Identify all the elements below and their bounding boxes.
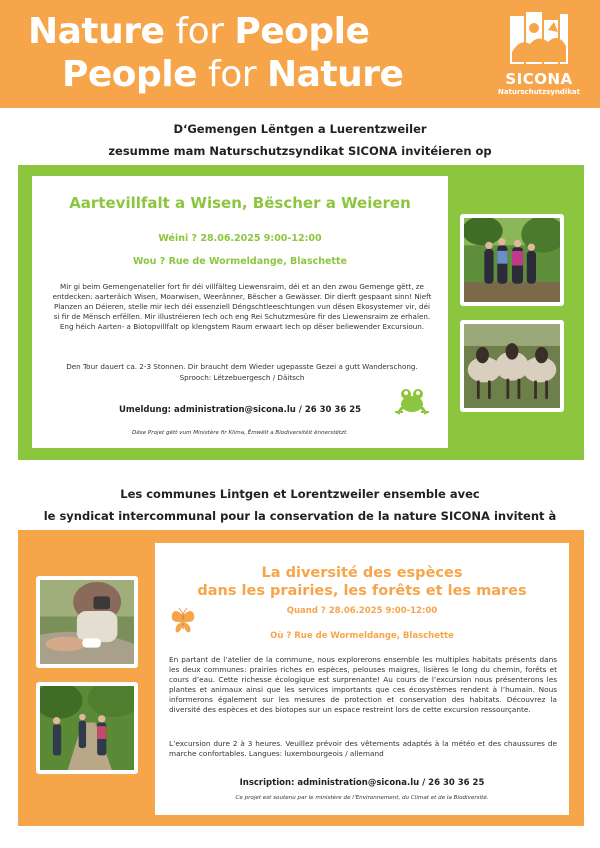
event-lb-languages: Sprooch: Lëtzebuergesch / Däitsch <box>179 373 305 382</box>
frog-icon <box>394 384 430 416</box>
headline-word: Nature <box>266 54 404 95</box>
event-lb-description: Mir gi beim Gemengenatelier fort fir déi villfälteg Liewensraim, déi et an den zwou Gemenge gëtt, ze entdecken: aarteräich Wisen, Moarwisen, Weeränner, Bëscher a Gewässer. Dir dierft gespaant sinn! Nieft Planzen an Déieren, stelle mir Iech déi essenziell Déngschtleeschtungen vun dësen Ekosystemer vir, déi si fir de Mënsch erfëllen. Mir illustréieren Iech och eng Rei Schutzmesüre fir des Liewensraim ze erhalen. Eng héich Aarten- a Biotopvillfalt op klengstem Raum erwaart Iech op dëser beliewender Excursioun. <box>52 282 432 331</box>
headline-word: People <box>234 11 370 52</box>
intro-fr-line-2: le syndicat intercommunal pour la conservation de la nature SICONA invitent à <box>43 509 557 523</box>
event-fr-when: Quand ? 28.06.2025 9:00-12:00 <box>286 606 438 616</box>
intro-lb-line-2: zesumme mam Naturschutzsyndikat SICONA invitéieren op <box>108 144 492 158</box>
headline-word: Nature <box>28 11 165 52</box>
event-lb-when: Wéini ? 28.06.2025 9:00-12:00 <box>158 233 322 244</box>
headline-word: for <box>208 54 257 95</box>
logo-subtitle: Naturschutzsyndikat <box>498 88 580 96</box>
header-banner <box>0 0 600 108</box>
event-fr-where: Où ? Rue de Wormeldange, Blaschette <box>270 631 454 641</box>
event-fr-description: En partant de l’atelier de la commune, nous explorerons ensemble les multiples habitats présents dans les deux communes: prairies riches en espèces, pelouses maigres, lisières le long du chemin, forêts et cours d’eau. Cette richesse écologique est surprenante! Au cours de l’excursion nous présenterons les plantes et animaux ainsi que les services importants que ces écosystèmes rendent à l’humain. Nous informerons également sur les mesures de protection et conservation des habitats. Découvrez la diversité des espèces et des biotopes sur un espace restreint lors de cette excursion ressourçante. <box>169 655 557 714</box>
child-hand-photo <box>36 576 138 668</box>
hiking-group-photo <box>460 214 564 306</box>
event-fr-contact[interactable]: Inscription: administration@sicona.lu / 26 30 36 25 <box>239 778 485 788</box>
headline-word: for <box>175 11 224 52</box>
event-fr-card <box>155 543 569 815</box>
event-lb-funding: Dëse Projet gëtt vum Ministère fir Klima, Ëmwëlt a Biodiversitéit ënnerstëtzt. <box>132 430 348 436</box>
event-lb-where: Wou ? Rue de Wormeldange, Blaschette <box>133 256 347 267</box>
headline-line-1 <box>28 11 369 52</box>
sicona-sign-logo-icon <box>508 12 570 68</box>
hiking-group-photo-icon <box>464 218 560 302</box>
butterfly-icon <box>170 607 196 635</box>
event-lb-card <box>32 176 448 448</box>
intro-fr-line-1: Les communes Lintgen et Lorentzweiler ensemble avec <box>120 487 480 501</box>
headline <box>28 10 403 96</box>
sicona-logo <box>498 12 580 102</box>
child-hand-photo-icon <box>40 580 134 664</box>
event-lb-duration: Den Tour dauert ca. 2-3 Stonnen. Dir braucht dem Wieder ugepasste Gezei a gutt Wanderschong. <box>66 362 418 371</box>
sheep-flock-photo-icon <box>464 324 560 408</box>
event-lb-contact[interactable]: Umeldung: administration@sicona.lu / 26 30 36 25 <box>118 405 362 415</box>
event-fr-practical-info: L’excursion dure 2 à 3 heures. Veuillez prévoir des vêtements adaptés à la météo et des chaussures de marche confortables. Langues: luxembourgeois / allemand <box>169 739 557 758</box>
event-lb-title: Aartevillfalt a Wisen, Bëscher a Weieren <box>69 194 411 212</box>
headline-line-2 <box>62 53 403 96</box>
event-fr-title-line-1: La diversité des espèces <box>261 565 463 581</box>
logo-brand: SICONA <box>505 70 573 88</box>
sheep-flock-photo <box>460 320 564 412</box>
intro-lb-line-1: D‘Gemengen Lëntgen a Luerentzweiler <box>173 122 427 136</box>
event-fr-funding: Ce projet est soutenu par le ministère de l’Environnement, du Climat et de la Biodiversité. <box>235 795 489 801</box>
headline-word: People <box>62 54 198 95</box>
event-fr-title-line-2: dans les prairies, les forêts et les mares <box>197 583 527 599</box>
walking-group-photo <box>36 682 138 774</box>
walking-group-photo-icon <box>40 686 134 770</box>
